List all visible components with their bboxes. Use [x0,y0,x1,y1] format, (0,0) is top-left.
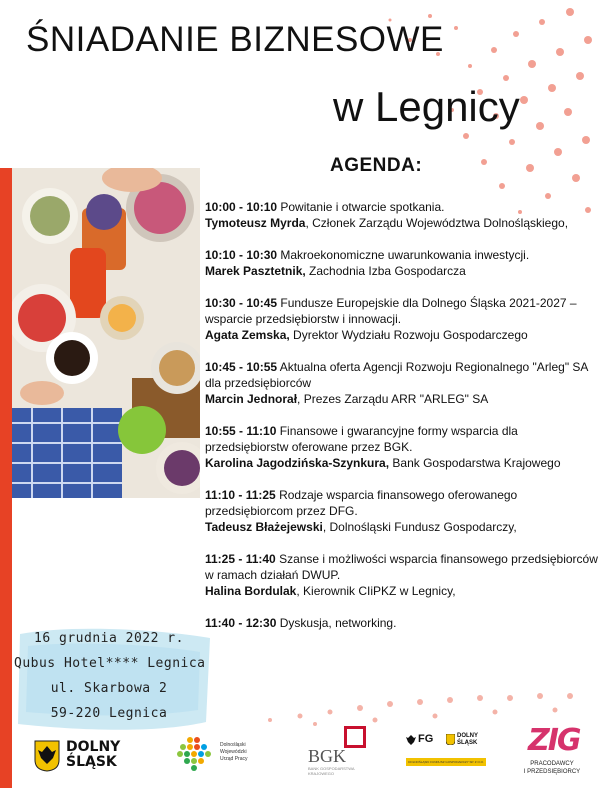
dot-cluster-icon [176,736,216,772]
bgk-name: BGK [308,746,347,766]
logo-zig [522,724,582,782]
agenda-topic: Finansowe i gwarancyjne formy wsparcia dla przedsiębiorstw oferowane przez BGK. [205,424,518,454]
agenda-speaker-role: , Prezes Zarządu ARR "ARLEG" SA [297,392,489,406]
agenda-time: 11:10 - 11:25 [205,488,276,502]
agenda-topic: Szanse i możliwości wsparcia finansowego przedsiębiorców w ramach działań DWUP. [205,552,598,582]
agenda-speaker-role: Bank Gospodarstwa Krajowego [389,456,561,470]
venue-city: 59-220 Legnica [50,706,168,721]
agenda-topic: Fundusze Europejskie dla Dolnego Śląska 2021-2027 – wsparcie przedsiębiorstw i innowacji. [205,296,577,326]
bgk-square-icon [344,726,366,748]
agenda-speaker-role: , Dolnośląski Fundusz Gospodarczy, [322,520,517,534]
agenda-time: 10:55 - 11:10 [205,424,277,438]
agenda-time: 10:10 - 10:30 [205,248,278,262]
agenda-speaker-role: Zachodnia Izba Gospodarcza [305,264,466,278]
agenda-topic: Rodzaje wsparcia finansowego oferowanego przedsiębiorcom przez DFG. [205,488,518,518]
dfg-name: FG [418,733,434,745]
agenda-item [205,615,600,631]
agenda-topic: Aktualna oferta Agencji Rozwoju Regionalnego "Arleg" SA dla przedsiębiorców [205,360,588,390]
venue-hotel: Qubus Hotel**** Legnica [14,656,206,671]
agenda-heading: AGENDA: [330,155,423,176]
logo-text-line2: Wojewódzki [220,749,247,755]
logo-text-line3: Urząd Pracy [220,756,248,762]
accent-bar [0,168,12,788]
event-title: ŚNIADANIE BIZNESOWE [26,20,444,59]
logo-dwup [176,734,266,778]
agenda-item [205,295,600,343]
agenda-time: 11:40 - 12:30 [205,616,277,630]
dfg-bar: DOLNOŚLĄSKI FUNDUSZ GOSPODARCZY SP. Z O.O. [406,758,486,766]
zig-sub2: I PRZEDSIĘBIORCY [523,769,581,775]
agenda-topic: Makroekonomiczne uwarunkowania inwestycji. [277,248,530,262]
agenda-item [205,359,600,407]
agenda-item [205,423,600,471]
zig-sub1: PRACODAWCY [530,761,574,767]
agenda-item [205,551,600,599]
agenda-time: 10:45 - 10:55 [205,360,278,374]
agenda-time: 10:30 - 10:45 [205,296,278,310]
agenda-speaker: Agata Zemska, [205,328,290,342]
logo-dfg [406,732,488,776]
agenda-item [205,199,600,231]
event-date: 16 grudnia 2022 r. [34,631,184,646]
eagle-icon [406,734,416,746]
agenda-item [205,247,600,279]
venue-street: ul. Skarbowa 2 [50,681,168,696]
logo-text-line1: DOLNY [66,739,121,755]
bgk-sub1: BANK GOSPODARSTWA [308,766,355,771]
agenda-topic: Dyskusja, networking. [276,616,397,630]
dfg-ds2: ŚLĄSK [457,740,478,746]
agenda-time: 11:25 - 11:40 [205,552,276,566]
event-location-title: w Legnicy [333,83,520,130]
logo-bgk [308,726,378,780]
crest-icon [446,734,455,745]
agenda-speaker-role: Dyrektor Wydziału Rozwoju Gospodarczego [289,328,528,342]
agenda-topic: Powitanie i otwarcie spotkania. [277,200,445,214]
agenda-speaker: Tymoteusz Myrda [205,216,306,230]
eagle-crest-icon [34,740,60,772]
agenda-speaker: Halina Bordulak [205,584,297,598]
agenda-speaker: Karolina Jagodzińska-Szynkura, [205,456,390,470]
venue-info [14,626,206,726]
agenda-list [205,199,600,647]
logo-dolny-slask [34,738,134,778]
agenda-speaker: Marcin Jednorał [205,392,298,406]
breakfast-photo [12,168,200,498]
agenda-time: 10:00 - 10:10 [205,200,278,214]
logo-text-line1: Dolnośląski [220,742,246,748]
agenda-item [205,487,600,535]
agenda-speaker-role: , Członek Zarządu Województwa Dolnośląskiego, [305,216,569,230]
zig-name: ZIG [528,723,580,758]
logo-text-line2: ŚLĄSK [66,754,117,770]
agenda-speaker: Tadeusz Błażejewski [205,520,323,534]
dfg-ds1: DOLNY [457,733,478,739]
agenda-speaker: Marek Pasztetnik, [205,264,306,278]
partner-logos [0,724,600,788]
agenda-speaker-role: , Kierownik CIiPKZ w Legnicy, [296,584,456,598]
bgk-sub2: KRAJOWEGO [308,771,335,776]
